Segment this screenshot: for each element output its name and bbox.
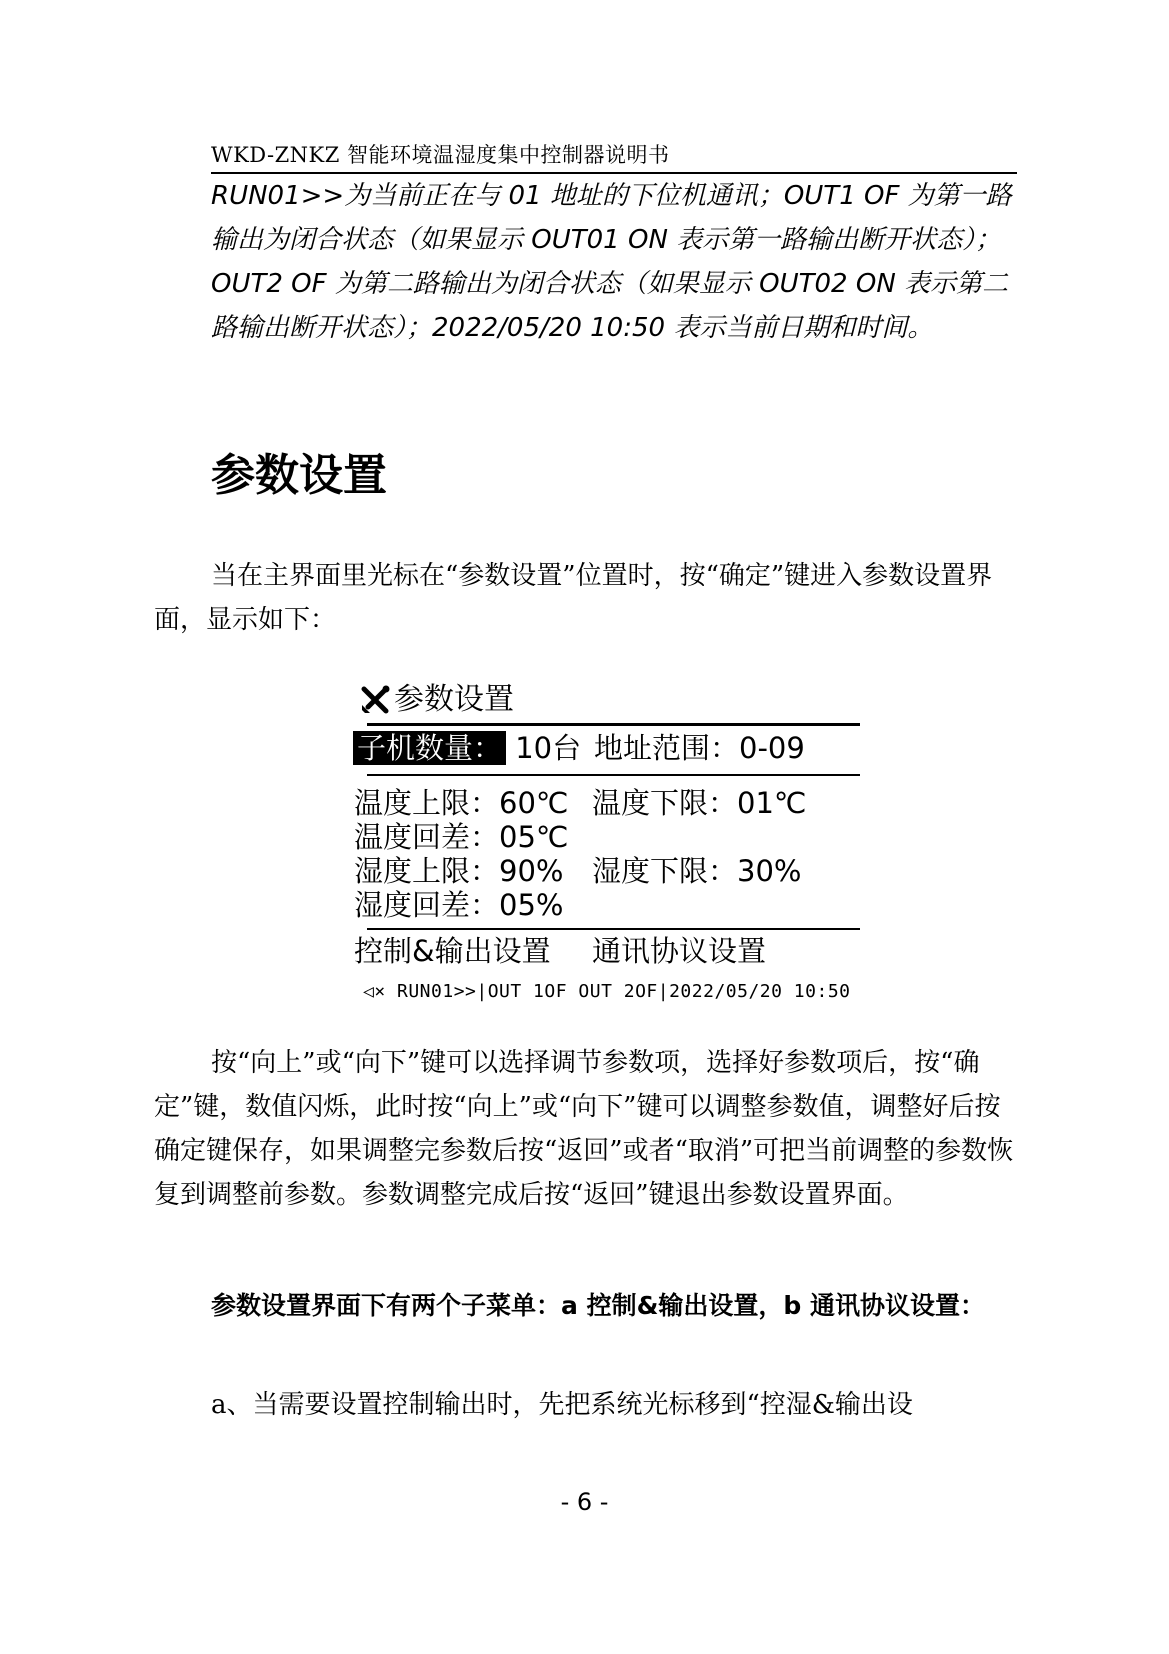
lcd-title [360,680,514,720]
lcd-status-bar: ◁× RUN01>>|OUT 1OF OUT 2OF|2022/05/20 10:50 [363,981,851,1002]
item-a-paragraph: a、当需要设置控制输出时，先把系统光标移到“控湿&输出设 [211,1390,913,1420]
hum-lower-limit[interactable]: 湿度下限：30% [592,854,802,888]
submenu-paragraph: 参数设置界面下有两个子菜单：a 控制&输出设置，b 通讯协议设置： [211,1291,985,1320]
section-title: 参数设置 [211,450,387,501]
hum-hysteresis[interactable]: 湿度回差：05% [354,888,564,922]
lcd-divider [367,928,860,930]
intro-paragraph: 当在主界面里光标在“参数设置”位置时，按“确定”键进入参数设置界面，显示如下： [154,561,993,635]
temp-lower-limit[interactable]: 温度下限：01℃ [592,786,807,820]
usage-paragraph: 按“向上”或“向下”键可以选择调节参数项，选择好参数项后，按“确定”键，数值闪烁，此时按“向上”或“向下”键可以调整参数值，调整好后按确定键保存，如果调整完参数后按“返回”或者“取消”可把当前调整的参数恢复到调整前参数。参数调整完成后按“返回”键退出参数设置界面。 [154,1048,1014,1210]
page-header: WKD-ZNKZ 智能环境温湿度集中控制器说明书 [211,138,1017,174]
lcd-row-sub-count [353,729,581,767]
wrench-screwdriver-icon [360,685,390,715]
lcd-divider [367,774,860,776]
temp-upper-limit[interactable]: 温度上限：60℃ [354,786,569,820]
address-range: 地址范围：0-09 [594,731,805,765]
menu-comm-protocol[interactable]: 通讯协议设置 [592,934,767,968]
sub-count-value: 10台 [515,731,582,765]
temp-hysteresis[interactable]: 温度回差：05℃ [354,820,569,854]
lcd-divider [367,723,860,726]
sub-count-label-selected[interactable]: 子机数量： [353,731,506,765]
hum-upper-limit[interactable]: 湿度上限：90% [354,854,564,888]
status-description: RUN01>>为当前正在与 01 地址的下位机通讯；OUT1 OF 为第一路输出为闭合状态（如果显示 OUT01 ON 表示第一路输出断开状态）；OUT2 OF 为第二路输出为闭合状态（如果显示 OUT02 ON 表示第二路输出断开状态）；2022/05/20 10:50 表示当前日期和时间。 [211,181,1012,343]
lcd-title-text: 参数设置 [394,682,514,717]
lcd-screen-figure [354,680,862,1014]
menu-control-output[interactable]: 控制&输出设置 [354,934,551,968]
page-number: - 6 - [560,1488,609,1516]
